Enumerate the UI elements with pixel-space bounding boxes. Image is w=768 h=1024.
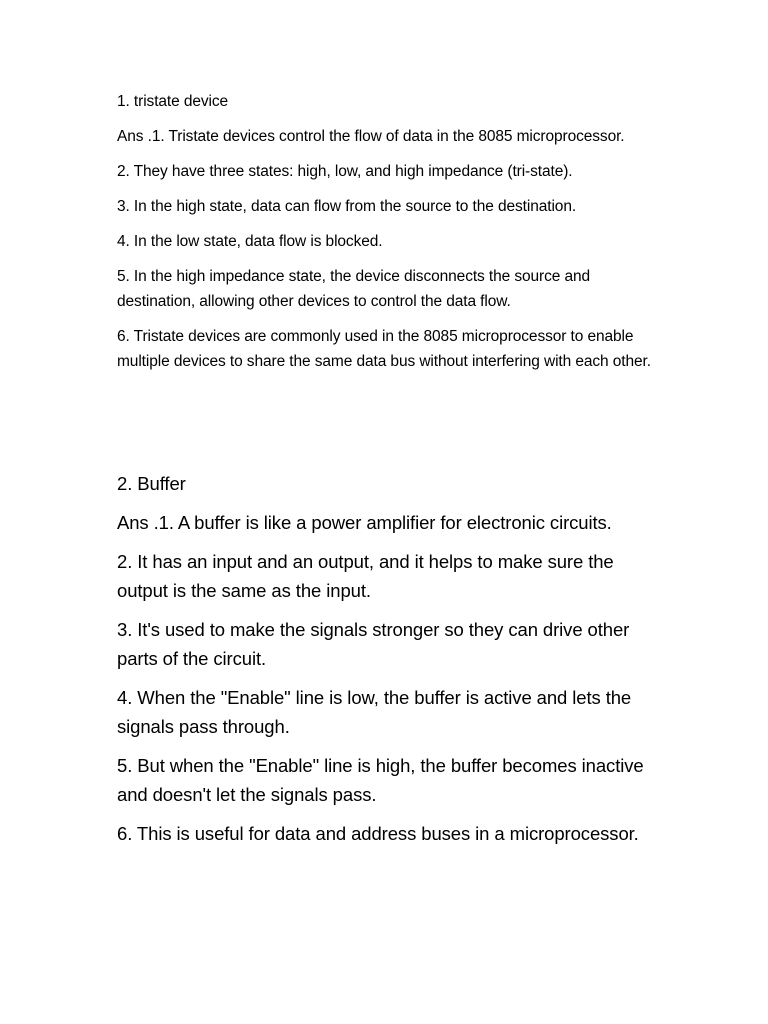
section-heading: 2. Buffer xyxy=(117,473,186,494)
answer-point: 5. But when the "Enable" line is high, the buffer becomes inactive and doesn't let the signals pass. xyxy=(117,755,644,805)
answer-point: 4. In the low state, data flow is blocked. xyxy=(117,233,383,250)
answer-point: Ans .1. Tristate devices control the flow of data in the 8085 microprocessor. xyxy=(117,128,625,145)
answer-point: 6. This is useful for data and address buses in a microprocessor. xyxy=(117,823,639,844)
buffer-section xyxy=(117,469,657,858)
answer-point: 4. When the "Enable" line is low, the buffer is active and lets the signals pass through. xyxy=(117,687,632,737)
tristate-device-section xyxy=(117,89,657,384)
answer-point: Ans .1. A buffer is like a power amplifier for electronic circuits. xyxy=(117,512,612,533)
section-heading: 1. tristate device xyxy=(117,93,229,110)
answer-point: 3. In the high state, data can flow from the source to the destination. xyxy=(117,198,577,215)
answer-point: 5. In the high impedance state, the device disconnects the source and destination, allowing other devices to control the data flow. xyxy=(117,268,591,310)
answer-point: 2. It has an input and an output, and it helps to make sure the output is the same as the input. xyxy=(117,551,614,601)
answer-point: 3. It's used to make the signals stronger so they can drive other parts of the circuit. xyxy=(117,619,630,669)
answer-point: 2. They have three states: high, low, and high impedance (tri-state). xyxy=(117,163,573,180)
answer-point: 6. Tristate devices are commonly used in the 8085 microprocessor to enable multiple devices to share the same data bus without interfering with each other. xyxy=(117,328,651,370)
